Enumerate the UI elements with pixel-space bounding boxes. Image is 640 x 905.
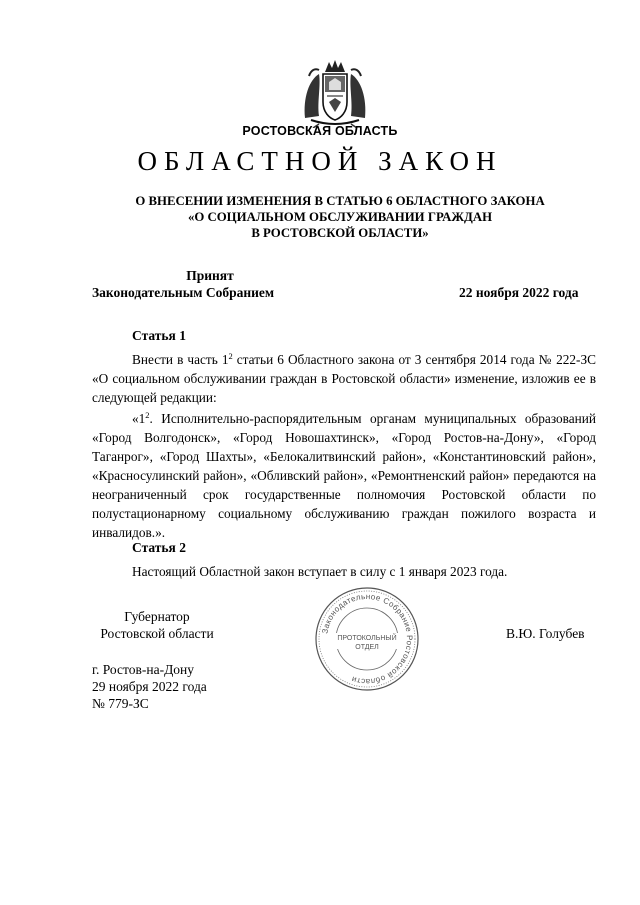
text-run: . Исполнительно-распорядительным органам муниципальных образований «Город Волгодонск», «Город Новошахтинск», «Город Ростов-на-Дону», «Город Таганрог», «Город Шахты», «Белокалитвинский район», «Константиновский район», «Красносулинский район», «Обливский район», «Ремонтненский район» передаются на неограниченный срок государственные полномочия Ростовской области по полустационарному социальному обслуживанию граждан пожилого возраста и инвалидов.». [92,411,596,540]
superscript: 2 [228,351,233,361]
article-2-heading: Статья 2 [132,540,186,555]
stamp-center-line: ПРОТОКОЛЬНЫЙ [337,635,397,642]
law-number: № 779-ЗС [92,696,149,711]
signatory-title-line: Ростовской области [100,626,214,641]
article-1-paragraph-1 [92,350,596,407]
article-2-paragraph: Настоящий Областной закон вступает в силу с 1 января 2023 года. [132,564,508,579]
signing-city: г. Ростов-на-Дону [92,662,195,677]
text-run: статьи 6 Областного закона от 3 сентября 2014 года № 222-ЗС «О социальном обслуживании граждан в Ростовской области» изменение, изложив ее в следующей редакции: [92,352,596,405]
law-title-line: В РОСТОВСКОЙ ОБЛАСТИ» [251,226,429,240]
article-1-paragraph-2 [92,409,596,542]
adopted-by: Законодательным Собранием [92,285,275,300]
superscript: 2 [145,410,150,420]
region-name: РОСТОВСКАЯ ОБЛАСТЬ [242,124,398,138]
adoption-date: 22 ноября 2022 года [459,285,579,300]
signing-details [92,661,207,712]
signatory-title-line: Губернатор [124,609,190,624]
adopted-label: Принят [186,268,234,283]
article-1-heading: Статья 1 [132,328,186,343]
law-title-line: О ВНЕСЕНИИ ИЗМЕНЕНИЯ В СТАТЬЮ 6 ОБЛАСТНОГО ЗАКОНА [135,194,545,208]
signatory-name: В.Ю. Голубев [506,626,585,641]
text-run: «1 [132,411,146,426]
law-title [60,193,620,241]
stamp-center-line: ОТДЕЛ [355,644,379,651]
coat-of-arms-icon [299,58,371,128]
signing-date: 29 ноября 2022 года [92,679,207,694]
document-type: ОБЛАСТНОЙ ЗАКОН [137,146,503,176]
text-run: Внести в часть 1 [132,352,229,367]
signatory-title [92,608,222,642]
law-title-line: «О СОЦИАЛЬНОМ ОБСЛУЖИВАНИИ ГРАЖДАН [187,210,493,224]
official-stamp [313,585,421,693]
stamp-ring-text: Законодательное Собрание Ростовской области [320,591,415,687]
